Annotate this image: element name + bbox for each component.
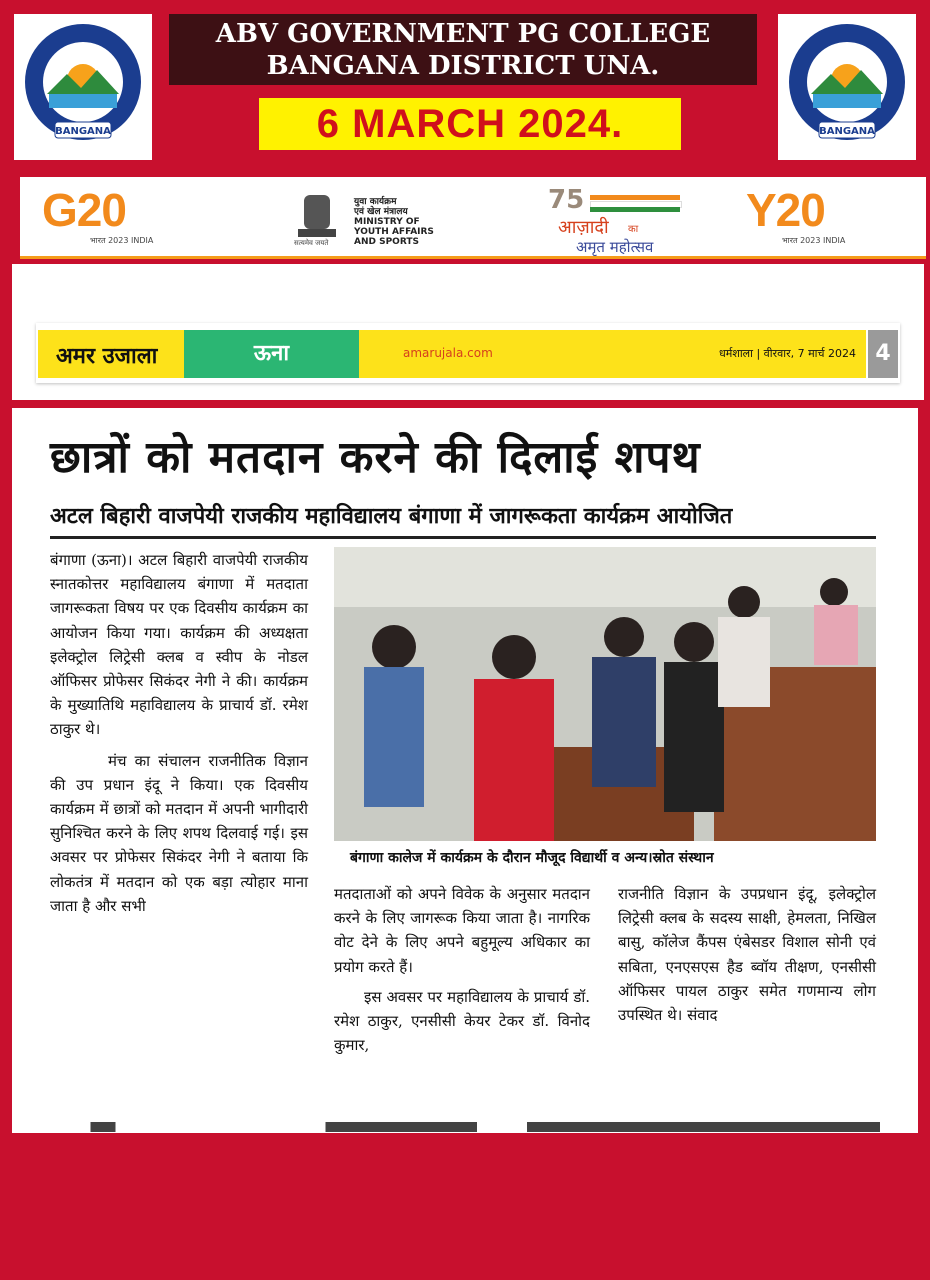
article-headline: छात्रों को मतदान करने की दिलाई शपथ bbox=[50, 432, 701, 483]
paper-dateline: धर्मशाला | वीरवार, 7 मार्च 2024 bbox=[719, 347, 856, 360]
article-column-2 bbox=[334, 882, 590, 1057]
college-logo-left bbox=[14, 14, 152, 160]
azadi-text: अमृत महोत्सव bbox=[576, 238, 654, 256]
g20-logo: G20 bbox=[42, 184, 126, 236]
newspaper-masthead bbox=[36, 323, 900, 383]
y20-logo: Y20 bbox=[746, 184, 825, 236]
college-emblem-icon bbox=[19, 22, 147, 152]
ministry-line: YOUTH AFFAIRS bbox=[354, 227, 434, 237]
paper-name: अमर उजाला bbox=[56, 344, 158, 369]
article-column-1 bbox=[50, 548, 308, 918]
azadi-text: आज़ादी bbox=[558, 217, 609, 238]
ministry-text bbox=[354, 197, 434, 247]
logo-center-text: BANGANA bbox=[819, 126, 875, 137]
article-paragraph: मतदाताओं को अपने विवेक के अनुसार मतदान करने के लिए जागरूक किया जाता है। नागरिक वोट देने के लिए अपने बहुमूल्य अधिकार का प्रयोग करते हैं। bbox=[334, 885, 590, 976]
paper-website: amarujala.com bbox=[403, 346, 493, 360]
students-taking-oath-photo bbox=[334, 547, 876, 841]
article-paragraph: इस अवसर पर महाविद्यालय के प्राचार्य डॉ. रमेश ठाकुर, एनसीसी केयर टेकर डॉ. विनोद कुमार, bbox=[334, 987, 590, 1055]
g20-subtext: भारत 2023 INDIA bbox=[90, 236, 154, 245]
article-paragraph: बंगाणा (ऊना)। अटल बिहारी वाजपेयी राजकीय स्नातकोत्तर महाविद्यालय बंगाणा में मतदाता जागरूकता विषय पर एक दिवसीय कार्यक्रम का आयोजन किया गया। कार्यक्रम की अध्यक्षता इलेक्ट्रोल लिट्रेसी क्लब व स्वीप के नोडल ऑफिसर प्रोफेसर सिकंदर नेगी ने की। कार्यक्रम के मुख्यातिथि महाविद्यालय के प्राचार्य डॉ. रमेश ठाकुर थे। bbox=[50, 551, 308, 739]
ministry-line: MINISTRY OF bbox=[354, 217, 420, 227]
ministry-line: युवा कार्यक्रम bbox=[354, 197, 397, 207]
ministry-line: एवं खेल मंत्रालय bbox=[354, 207, 408, 217]
article-column-3 bbox=[618, 882, 876, 1027]
college-title bbox=[169, 14, 757, 85]
next-article-strip bbox=[40, 1122, 880, 1132]
azadi-text: का bbox=[628, 224, 639, 235]
page-number: 4 bbox=[868, 330, 898, 378]
photo-caption: बंगाणा कालेज में कार्यक्रम के दौरान मौजूद विद्यार्थी व अन्य।स्रोत संस्थान bbox=[350, 850, 714, 866]
emblem-motto: सत्यमेव जयते bbox=[294, 239, 329, 247]
y20-subtext: भारत 2023 INDIA bbox=[782, 236, 846, 245]
title-line-1: ABV GOVERNMENT PG COLLEGE bbox=[215, 19, 711, 49]
event-date: 6 MARCH 2024. bbox=[259, 98, 681, 150]
college-emblem-icon bbox=[783, 22, 911, 152]
article-photo bbox=[334, 547, 876, 841]
azadi-ka-amrit-mahotsav-logo: 75 आज़ादी का अमृत महोत्सव bbox=[540, 185, 690, 253]
ministry-line: AND SPORTS bbox=[354, 237, 419, 247]
college-logo-right bbox=[778, 14, 916, 160]
divider bbox=[50, 536, 876, 539]
edition-name: ऊना bbox=[184, 330, 359, 378]
article-paragraph: मंच का संचालन राजनीतिक विज्ञान की उप प्रधान इंदू ने किया। एक दिवसीय कार्यक्रम में छात्रों को मतदान में अपनी भागीदारी सुनिश्चित करने के लिए शपथ दिलवाई गई। इस अवसर पर प्रोफेसर सिकंदर नेगी ने बताया कि लोकतंत्र में मतदान को एक बड़ा त्योहार माना जाता है और सभी bbox=[50, 751, 308, 915]
sponsor-banner bbox=[20, 177, 926, 259]
article-subheadline: अटल बिहारी वाजपेयी राजकीय महाविद्यालय बंगाणा में जागरूकता कार्यक्रम आयोजित bbox=[50, 504, 733, 529]
article-paragraph: राजनीति विज्ञान के उपप्रधान इंदू, इलेक्ट्रोल लिट्रेसी क्लब के सदस्य साक्षी, हेमलता, निखिल बासु, कॉलेज कैंपस एंबेसडर विशाल सोनी एवं सबिता, एनएसएस हैड ब्वॉय तीक्षण, एनसीसी ऑफिसर पायल ठाकुर समेत गणमान्य लोग उपस्थित थे। संवाद bbox=[618, 885, 876, 1025]
logo-center-text: BANGANA bbox=[55, 126, 111, 137]
title-line-2: BANGANA DISTRICT UNA. bbox=[266, 51, 660, 81]
